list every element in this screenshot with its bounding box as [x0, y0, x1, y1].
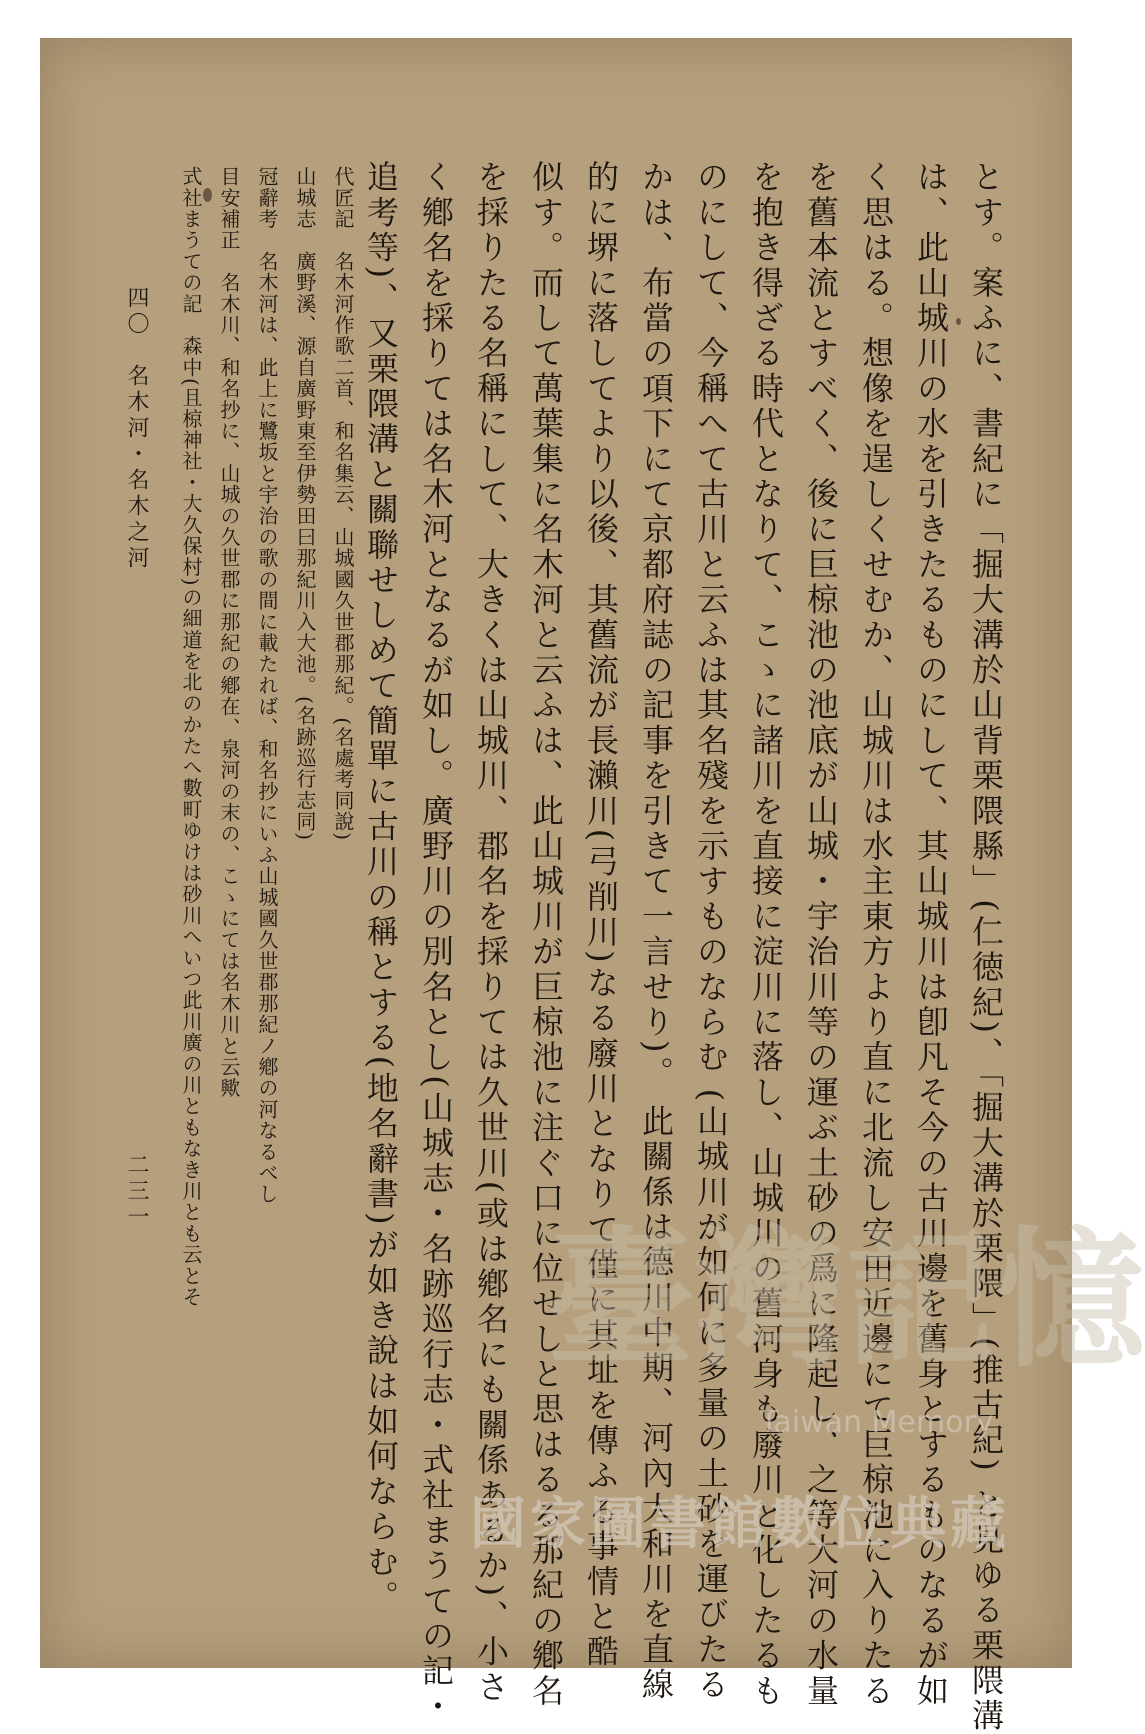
body-line-9: 似す。而して萬葉集に名木河と云ふは、此山城川が巨椋池に注ぐ口に位せしと思はる﻿る那紀の鄕名: [527, 160, 565, 1709]
note-label: 山城志: [293, 166, 317, 230]
body-line-4: を舊本流とすべく、後に巨椋池の池底が山城・宇治川等の運ぶ土砂の爲に隆起し、之等大河の水量: [802, 160, 840, 1709]
note-text: 名木河は、此上に鷺坂と宇治の歌の間に載たれば、和名抄にいふ山城國久世郡那紀ノ鄕の河なるべし: [255, 250, 279, 1205]
body-line-12: 追考等)、又栗隈溝と關聯せしめて簡單に古川の稱とする(地名辭書)が如き說は如何ならむ。: [362, 160, 400, 1616]
watermark-english: Taiwan Memory: [760, 1405, 994, 1440]
note-text: 名木河作歌二首、和名集云、山城國久世郡那紀。(名處考同說): [331, 250, 355, 842]
note-kanjiko: [250, 166, 280, 1536]
note-text: 廣野溪、源自廣野東至伊勢田曰那紀川入大池。(名跡巡行志同): [293, 250, 317, 842]
body-line-10: を採りたる名稱にして、大きくは山城川、郡名を採りては久世川(或は鄕名にも關係あるか)、小さ: [472, 160, 510, 1705]
note-text: 名木川、和名抄に、山城の久世郡に那紀の鄕在、泉河の末の、こゝにては名木川と云歟: [217, 272, 241, 1099]
note-text: 森中(且椋神社・大久保村)の細道を北のかたへ數町ゆけは砂川へいつ此川廣の川ともなき川とも云とそ: [179, 335, 203, 1308]
watermark-script: 臺灣記憶: [545, 1212, 1145, 1388]
note-label: 式社まうての記: [179, 166, 203, 315]
ink-smudge: [956, 318, 961, 325]
body-line-1: とす。案ふに、書紀に「掘大溝於山背栗隈縣」(仁徳紀)、「掘大溝於栗隈」(推古紀) と見ゆる栗隈溝: [967, 160, 1005, 1734]
body-line-8: 的に堺に落してより以後、其舊流が長瀨川(弓削川)なる廢川となりて僅に其址を傳ふる事情と酷: [582, 160, 620, 1670]
body-line-11: く鄕名を採りては名木河となるが如し。廣野川の別名とし(山城志・名跡巡行志・式社まうての記・: [417, 160, 455, 1725]
body-line-7: かは、布當の項下にて京都府誌の記事を引きて一言せり)。 此關係は德川中期、河內大和川を直線: [637, 160, 675, 1703]
note-label: 目安補正: [217, 166, 241, 251]
note-label: 代匠記: [331, 166, 355, 230]
section-title: 四〇 名木河・名木之河: [124, 286, 149, 572]
body-line-3: く思はる。想像を逞しくせむか、山城川は水主東方より直に北流し安田近邊にて巨椋池に入りたる: [857, 160, 895, 1709]
body-line-2: は、此山城川の水を引きたるものにして、其山城川は卽凡そ今の古川邊を舊身とするものなるが如: [912, 160, 950, 1709]
note-yamashiroshi: [288, 166, 318, 1536]
note-shikisha: [174, 166, 204, 1536]
note-label: 冠辭考: [255, 166, 279, 230]
body-line-6: のにして、今稱へて古川と云ふは其名殘を示すものならむ (山城川が如何に多量の土砂を運びたる: [692, 160, 730, 1703]
note-meyasuhosei: [212, 166, 242, 1536]
ink-smudge: [203, 188, 212, 202]
body-line-5: を抱き得ざる時代となりて、こゝに諸川を直接に淀川に落し、山城川の舊河身も廢川と化したるも: [747, 160, 785, 1709]
note-daishoki: [326, 166, 356, 1536]
page-number: 二三一: [124, 1153, 149, 1231]
watermark-library: 國家圖書館數位典藏: [470, 1492, 1010, 1557]
